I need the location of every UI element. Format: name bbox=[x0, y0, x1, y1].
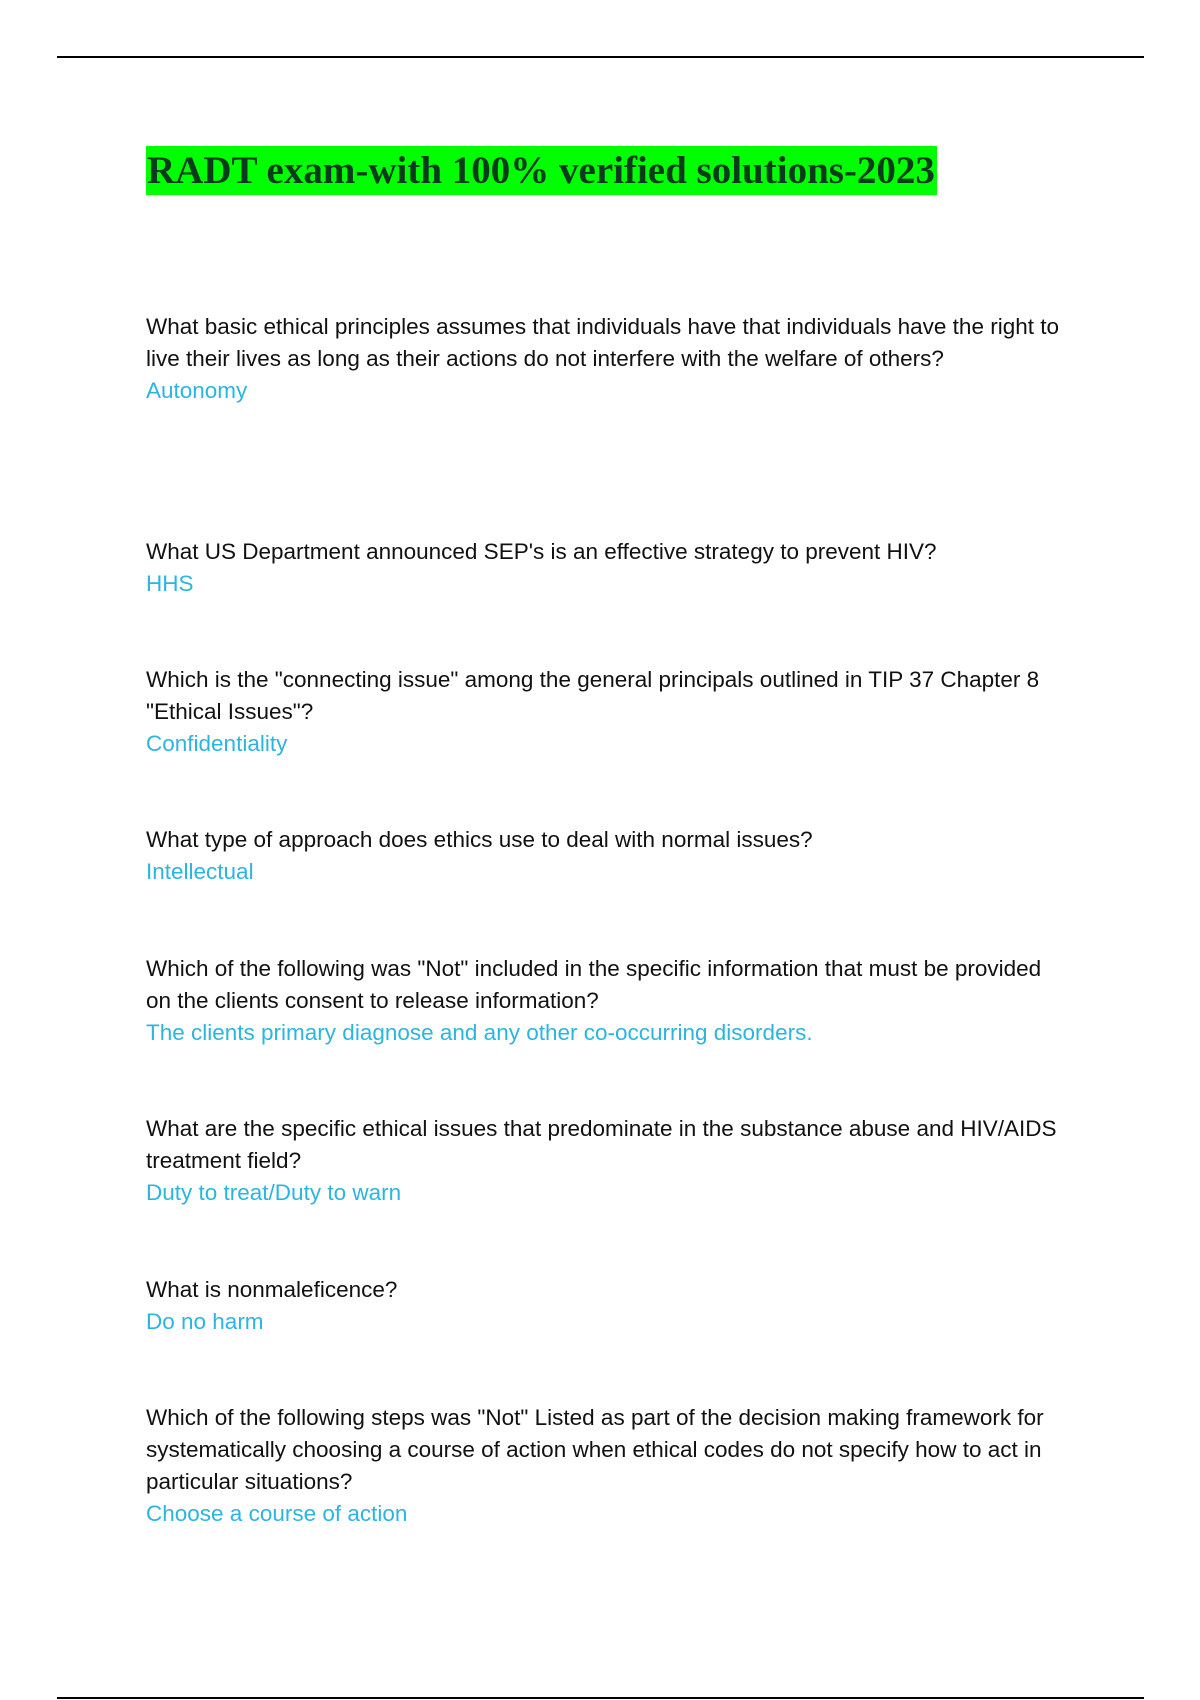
question-7: What is nonmaleficence? bbox=[146, 1277, 398, 1302]
qa-item-5 bbox=[146, 953, 1066, 1049]
qa-item-3 bbox=[146, 664, 1066, 760]
question-8: Which of the following steps was "Not" Listed as part of the decision making framework for systematically choosing a course of action when ethical codes do not specify how to act in particular situations? bbox=[146, 1405, 1044, 1494]
question-2: What US Department announced SEP's is an effective strategy to prevent HIV? bbox=[146, 539, 937, 564]
answer-4: Intellectual bbox=[146, 859, 254, 884]
answer-7: Do no harm bbox=[146, 1309, 264, 1334]
question-4: What type of approach does ethics use to deal with normal issues? bbox=[146, 827, 813, 852]
top-rule bbox=[57, 56, 1144, 58]
answer-2: HHS bbox=[146, 571, 194, 596]
question-6: What are the specific ethical issues that predominate in the substance abuse and HIV/AIDS treatment field? bbox=[146, 1116, 1057, 1173]
answer-8: Choose a course of action bbox=[146, 1501, 408, 1526]
answer-1: Autonomy bbox=[146, 378, 248, 403]
qa-item-1 bbox=[146, 311, 1066, 407]
bottom-rule bbox=[57, 1697, 1144, 1699]
document-title: RADT exam-with 100% verified solutions-2023 bbox=[146, 146, 937, 195]
question-1: What basic ethical principles assumes that individuals have that individuals have the right to live their lives as long as their actions do not interfere with the welfare of others? bbox=[146, 314, 1059, 371]
question-3: Which is the "connecting issue" among the general principals outlined in TIP 37 Chapter 8 "Ethical Issues"? bbox=[146, 667, 1040, 724]
answer-5: The clients primary diagnose and any other co-occurring disorders. bbox=[146, 1020, 813, 1045]
answer-3: Confidentiality bbox=[146, 731, 288, 756]
question-5: Which of the following was "Not" included in the specific information that must be provided on the clients consent to release information? bbox=[146, 956, 1042, 1013]
qa-item-7 bbox=[146, 1274, 1066, 1338]
answer-6: Duty to treat/Duty to warn bbox=[146, 1180, 402, 1205]
qa-item-8 bbox=[146, 1402, 1066, 1530]
qa-item-4 bbox=[146, 824, 1066, 888]
qa-item-6 bbox=[146, 1113, 1066, 1209]
qa-item-2 bbox=[146, 536, 1066, 600]
